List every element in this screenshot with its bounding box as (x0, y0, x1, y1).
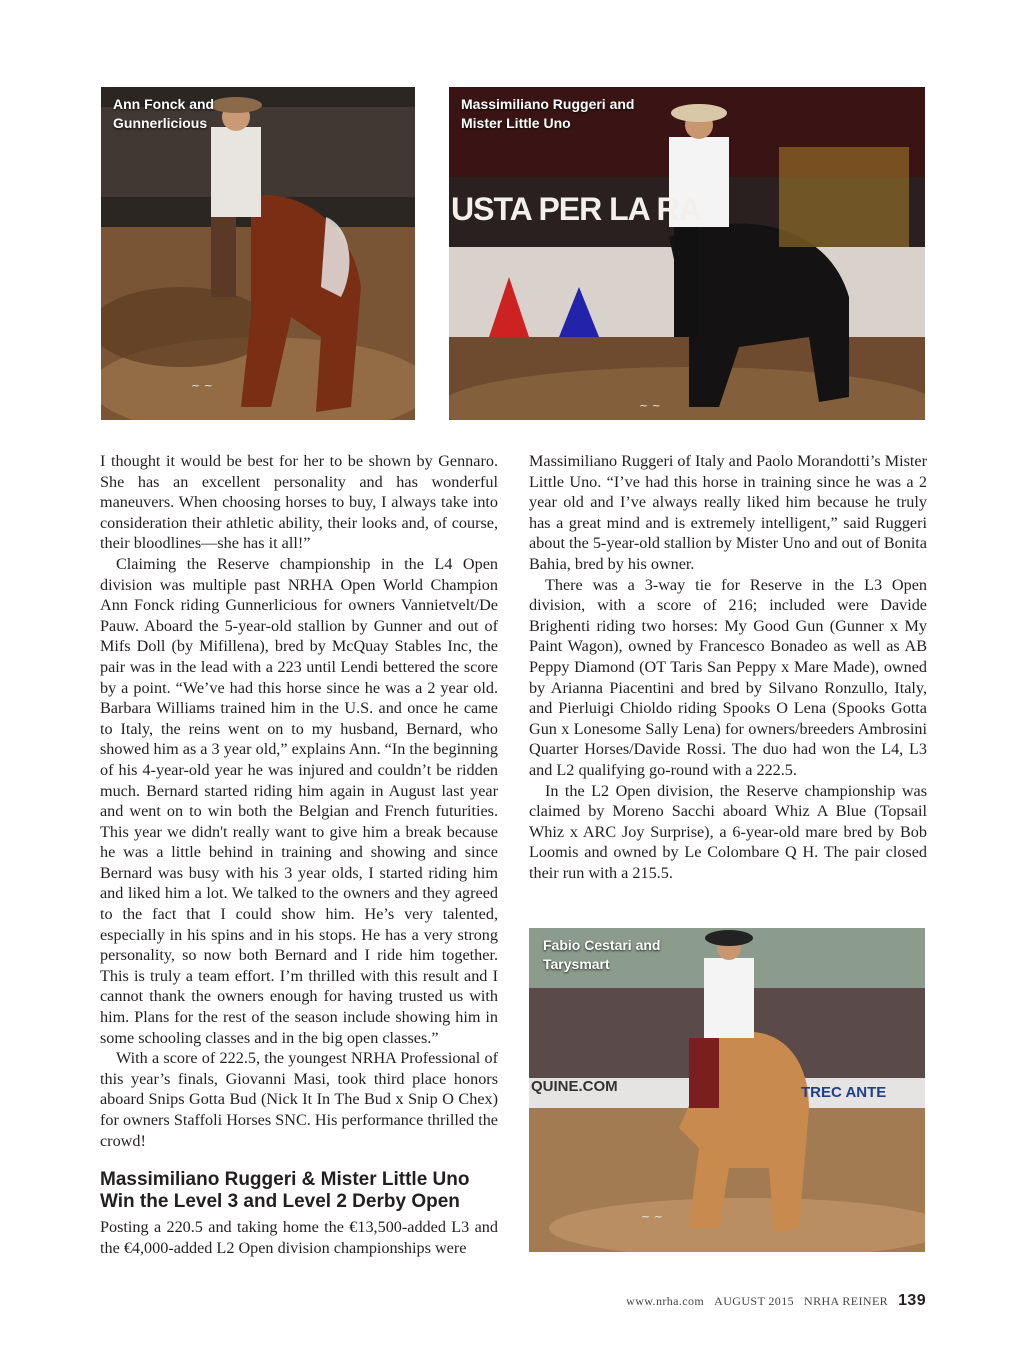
paragraph: I thought it would be best for her to be shown by Gennaro. She has an excellent personality and has wonderful maneuvers. When choosing horses to buy, I always take into consideration their athletic ability, their looks and, of course, their bloodlines—she has it all!” (100, 452, 498, 553)
footer-magazine: NRHA REINER (804, 1294, 889, 1308)
paragraph: Massimiliano Ruggeri of Italy and Paolo Morandotti’s Mister Little Uno. “I’ve had this horse in training since he was a 2 year old and I’ve always really liked him because he truly has a great mind and is extremely intelligent,” said Ruggeri about the 5-year-old stallion by Mister Uno and out of Bonita Bahia, bred by his owner. (529, 452, 927, 573)
photo-fabio-cestari (529, 928, 925, 1252)
paragraph: Claiming the Reserve championship in the L4 Open division was multiple past NRHA Open World Champion Ann Fonck riding Gunnerlicious for owners Vannietvelt/De Pauw. Aboard the 5-year-old stallion by Gunner and out of Mifs Doll (by Mifillena), bred by McQuay Stables Inc, the pair was in the lead with a 223 until Lendi bettered the score by a point. “We’ve had this horse since he was a 2 year old. Barbara Williams trained him in the U.S. and once he came to Italy, the reins went on to my husband, Bernard, who showed him as a 3 year old,” explains Ann. “In the beginning of his 4-year-old year he was injured and couldn’t be ridden much. Bernard started riding him again in August last year and went on to win both the Belgian and French futurities. This year we didn't really want to give him a break because he was a little behind in training and showing and since Bernard was busy with his 3 year olds, I started riding him and liked him a lot. We talked to the owners and they agreed to the fact that I could show him. He’s very talented, especially in his spins and in his stops. He has a very strong personality, so now both Bernard and I ride him together. This is truly a team effort. I’m thrilled with this result and I cannot thank the owners enough for having trusted us with him. Plans for the rest of the season include showing him in some schooling classes and in the big open classes.” (100, 554, 498, 1047)
arena-banner-text: TREC ANTE (801, 1084, 887, 1101)
arena-scene-image (449, 87, 925, 420)
left-column (100, 451, 498, 1258)
photo-caption: Fabio Cestari and Tarysmart (543, 937, 661, 972)
photo-massimiliano-ruggeri (449, 87, 925, 420)
page-number: 139 (898, 1292, 926, 1309)
paragraph: Posting a 220.5 and taking home the €13,500-added L3 and the €4,000-added L2 Open division championships were (100, 1218, 498, 1257)
photographer-signature: ~ ~ (191, 379, 213, 392)
right-column (529, 451, 927, 883)
photo-ann-fonck (101, 87, 415, 420)
page-footer (626, 1292, 926, 1310)
arena-scene-image (101, 87, 415, 420)
section-heading: Massimiliano Ruggeri & Mister Little Uno Win the Level 3 and Level 2 Derby Open (100, 1169, 470, 1213)
paragraph: There was a 3-way tie for Reserve in the L3 Open division, with a score of 216; included were Davide Brighenti riding two horses: My Good Gun (Gunner x My Paint Wagon), owned by Francesco Bonadeo as well as AB Peppy Diamond (OT Taris San Peppy x Mare Made), owned by Arianna Piacentini and bred by Silvano Ronzullo, Italy, and Pierluigi Chioldo riding Spooks O Lena (Spooks Gotta Gun x Lonesome Sally Lena) for owners/breeders Ambrosini Quarter Horses/Davide Rossi. The duo had won the L4, L3 and L2 qualifying go-round with a 222.5. (529, 575, 927, 779)
photographer-signature: ~ ~ (641, 1210, 663, 1223)
paragraph: With a score of 222.5, the youngest NRHA Professional of this year’s finals, Giovanni Masi, took third place honors aboard Snips Gotta Bud (Nick It In The Bud x Snip O Chex) for owners Staffoli Horses SNC. His performance thrilled the crowd! (100, 1049, 498, 1150)
footer-issue: AUGUST 2015 (714, 1294, 795, 1308)
paragraph: In the L2 Open division, the Reserve championship was claimed by Moreno Sacchi aboard Whiz A Blue (Topsail Whiz x ARC Joy Surprise), a 6-year-old mare bred by Bob Loomis and owned by Le Colombare Q H. The pair closed their run with a 215.5. (529, 781, 927, 882)
arena-banner-text: USTA PER LA RA (451, 191, 701, 227)
photographer-signature: ~ ~ (639, 399, 661, 412)
footer-website: www.nrha.com (626, 1294, 705, 1308)
arena-banner-text: QUINE.COM (531, 1078, 618, 1095)
photo-caption: Ann Fonck and Gunnerlicious (113, 96, 215, 131)
photo-caption: Massimiliano Ruggeri and Mister Little Uno (461, 96, 635, 131)
